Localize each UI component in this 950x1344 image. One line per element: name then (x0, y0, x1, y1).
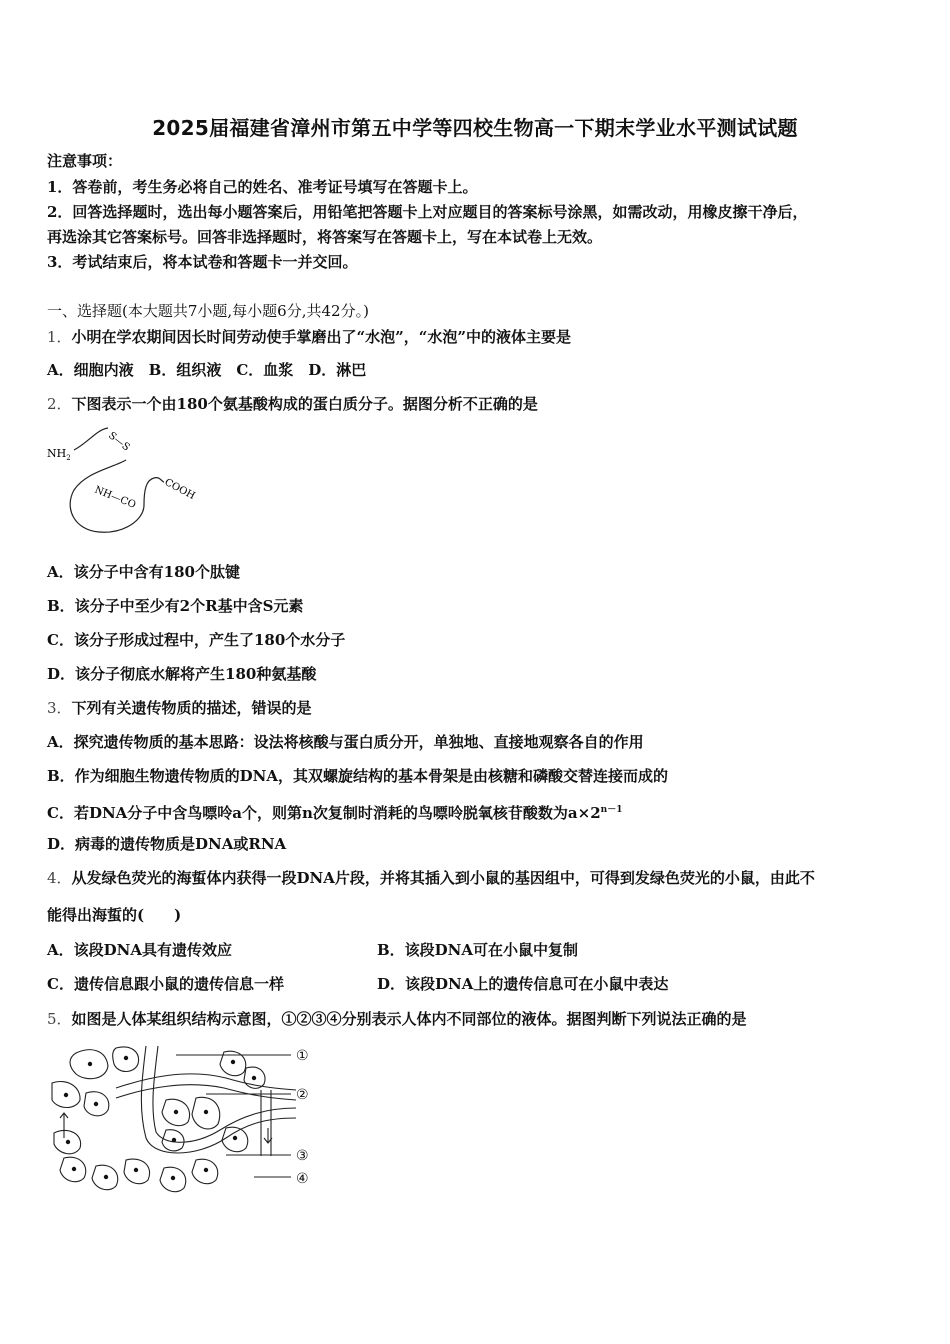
question-stem: 从发绿色荧光的海蜇体内获得一段DNA片段，并将其插入到小鼠的基因组中，可得到发绿色荧光的小鼠，由此不 (71, 869, 815, 887)
question-3 (47, 698, 312, 718)
question-5 (47, 1009, 747, 1029)
question-4-option: D．该段DNA上的遗传信息可在小鼠中表达 (377, 975, 669, 993)
question-stem: 下列有关遗传物质的描述，错误的是 (71, 699, 312, 717)
peptide-bond-label: NH—CO (92, 484, 138, 512)
question-stem: 下图表示一个由180个氨基酸构成的蛋白质分子。据图分析不正确的是 (71, 395, 538, 413)
fig-label-1: ① (296, 1048, 309, 1064)
carboxyl-label: COOH (162, 476, 197, 503)
question-number: 2． (47, 395, 72, 413)
question-4 (47, 868, 815, 888)
question-4-option: A．该段DNA具有遗传效应 (47, 941, 232, 959)
notice-item: 再选涂其它答案标号。回答非选择题时，将答案写在答题卡上，写在本试卷上无效。 (47, 228, 603, 246)
question-2-option: B．该分子中至少有2个R基中含S元素 (47, 597, 304, 615)
tissue-structure-figure (46, 1038, 321, 1203)
notice-item: 1．答卷前，考生务必将自己的姓名、准考证号填写在答题卡上。 (47, 178, 478, 196)
question-1-options: A．细胞内液 B．组织液 C．血浆 D．淋巴 (47, 361, 367, 379)
disulfide-label: S—S (106, 430, 132, 454)
question-number: 1． (47, 328, 72, 346)
section-heading: 一、选择题(本大题共7小题,每小题6分,共42分。) (47, 302, 369, 320)
question-3-option: D．病毒的遗传物质是DNA或RNA (47, 835, 287, 853)
question-number: 4． (47, 869, 72, 887)
question-3-option: C．若DNA分子中含鸟嘌呤a个，则第n次复制时消耗的鸟嘌呤脱氧核苷酸数为$a\times 2^{n-1}$ (47, 804, 623, 822)
question-4-option: C．遗传信息跟小鼠的遗传信息一样 (47, 975, 284, 993)
question-2-option: A．该分子中含有180个肽键 (47, 563, 240, 581)
question-stem: 如图是人体某组织结构示意图，①②③④分别表示人体内不同部位的液体。据图判断下列说法正确的是 (71, 1010, 747, 1028)
question-3-option: A．探究遗传物质的基本思路：设法将核酸与蛋白质分开，单独地、直接地观察各自的作用 (47, 733, 644, 751)
question-4-option: B．该段DNA可在小鼠中复制 (377, 941, 579, 959)
fig-label-2: ② (296, 1087, 309, 1103)
question-1 (47, 327, 571, 347)
question-3-option: B．作为细胞生物遗传物质的DNA，其双螺旋结构的基本骨架是由核糖和磷酸交替连接而成的 (47, 767, 669, 785)
question-number: 3． (47, 699, 72, 717)
question-2-option: C．该分子形成过程中，产生了180个水分子 (47, 631, 346, 649)
fig-label-4: ④ (296, 1171, 309, 1187)
exponent: n－1 (600, 805, 623, 815)
notice-item: 2．回答选择题时，选出每小题答案后，用铅笔把答题卡上对应题目的答案标号涂黑，如需改动，用橡皮擦干净后， (47, 203, 808, 221)
question-stem: 小明在学农期间因长时间劳动使手掌磨出了“水泡”，“水泡”中的液体主要是 (71, 328, 572, 346)
question-2 (47, 394, 538, 414)
fig-label-3: ③ (296, 1148, 309, 1164)
notice-heading: 注意事项： (47, 152, 123, 170)
question-4-stem-cont: 能得出海蜇的( ) (47, 906, 182, 924)
protein-molecule-figure (44, 420, 214, 545)
question-2-option: D．该分子彻底水解将产生180种氨基酸 (47, 665, 317, 683)
page-title: 2025届福建省漳州市第五中学等四校生物高一下期末学业水平测试试题 (152, 116, 798, 140)
notice-item: 3．考试结束后，将本试卷和答题卡一并交回。 (47, 253, 358, 271)
question-number: 5． (47, 1010, 72, 1028)
nh2-label: $NH_2$ (47, 447, 71, 462)
